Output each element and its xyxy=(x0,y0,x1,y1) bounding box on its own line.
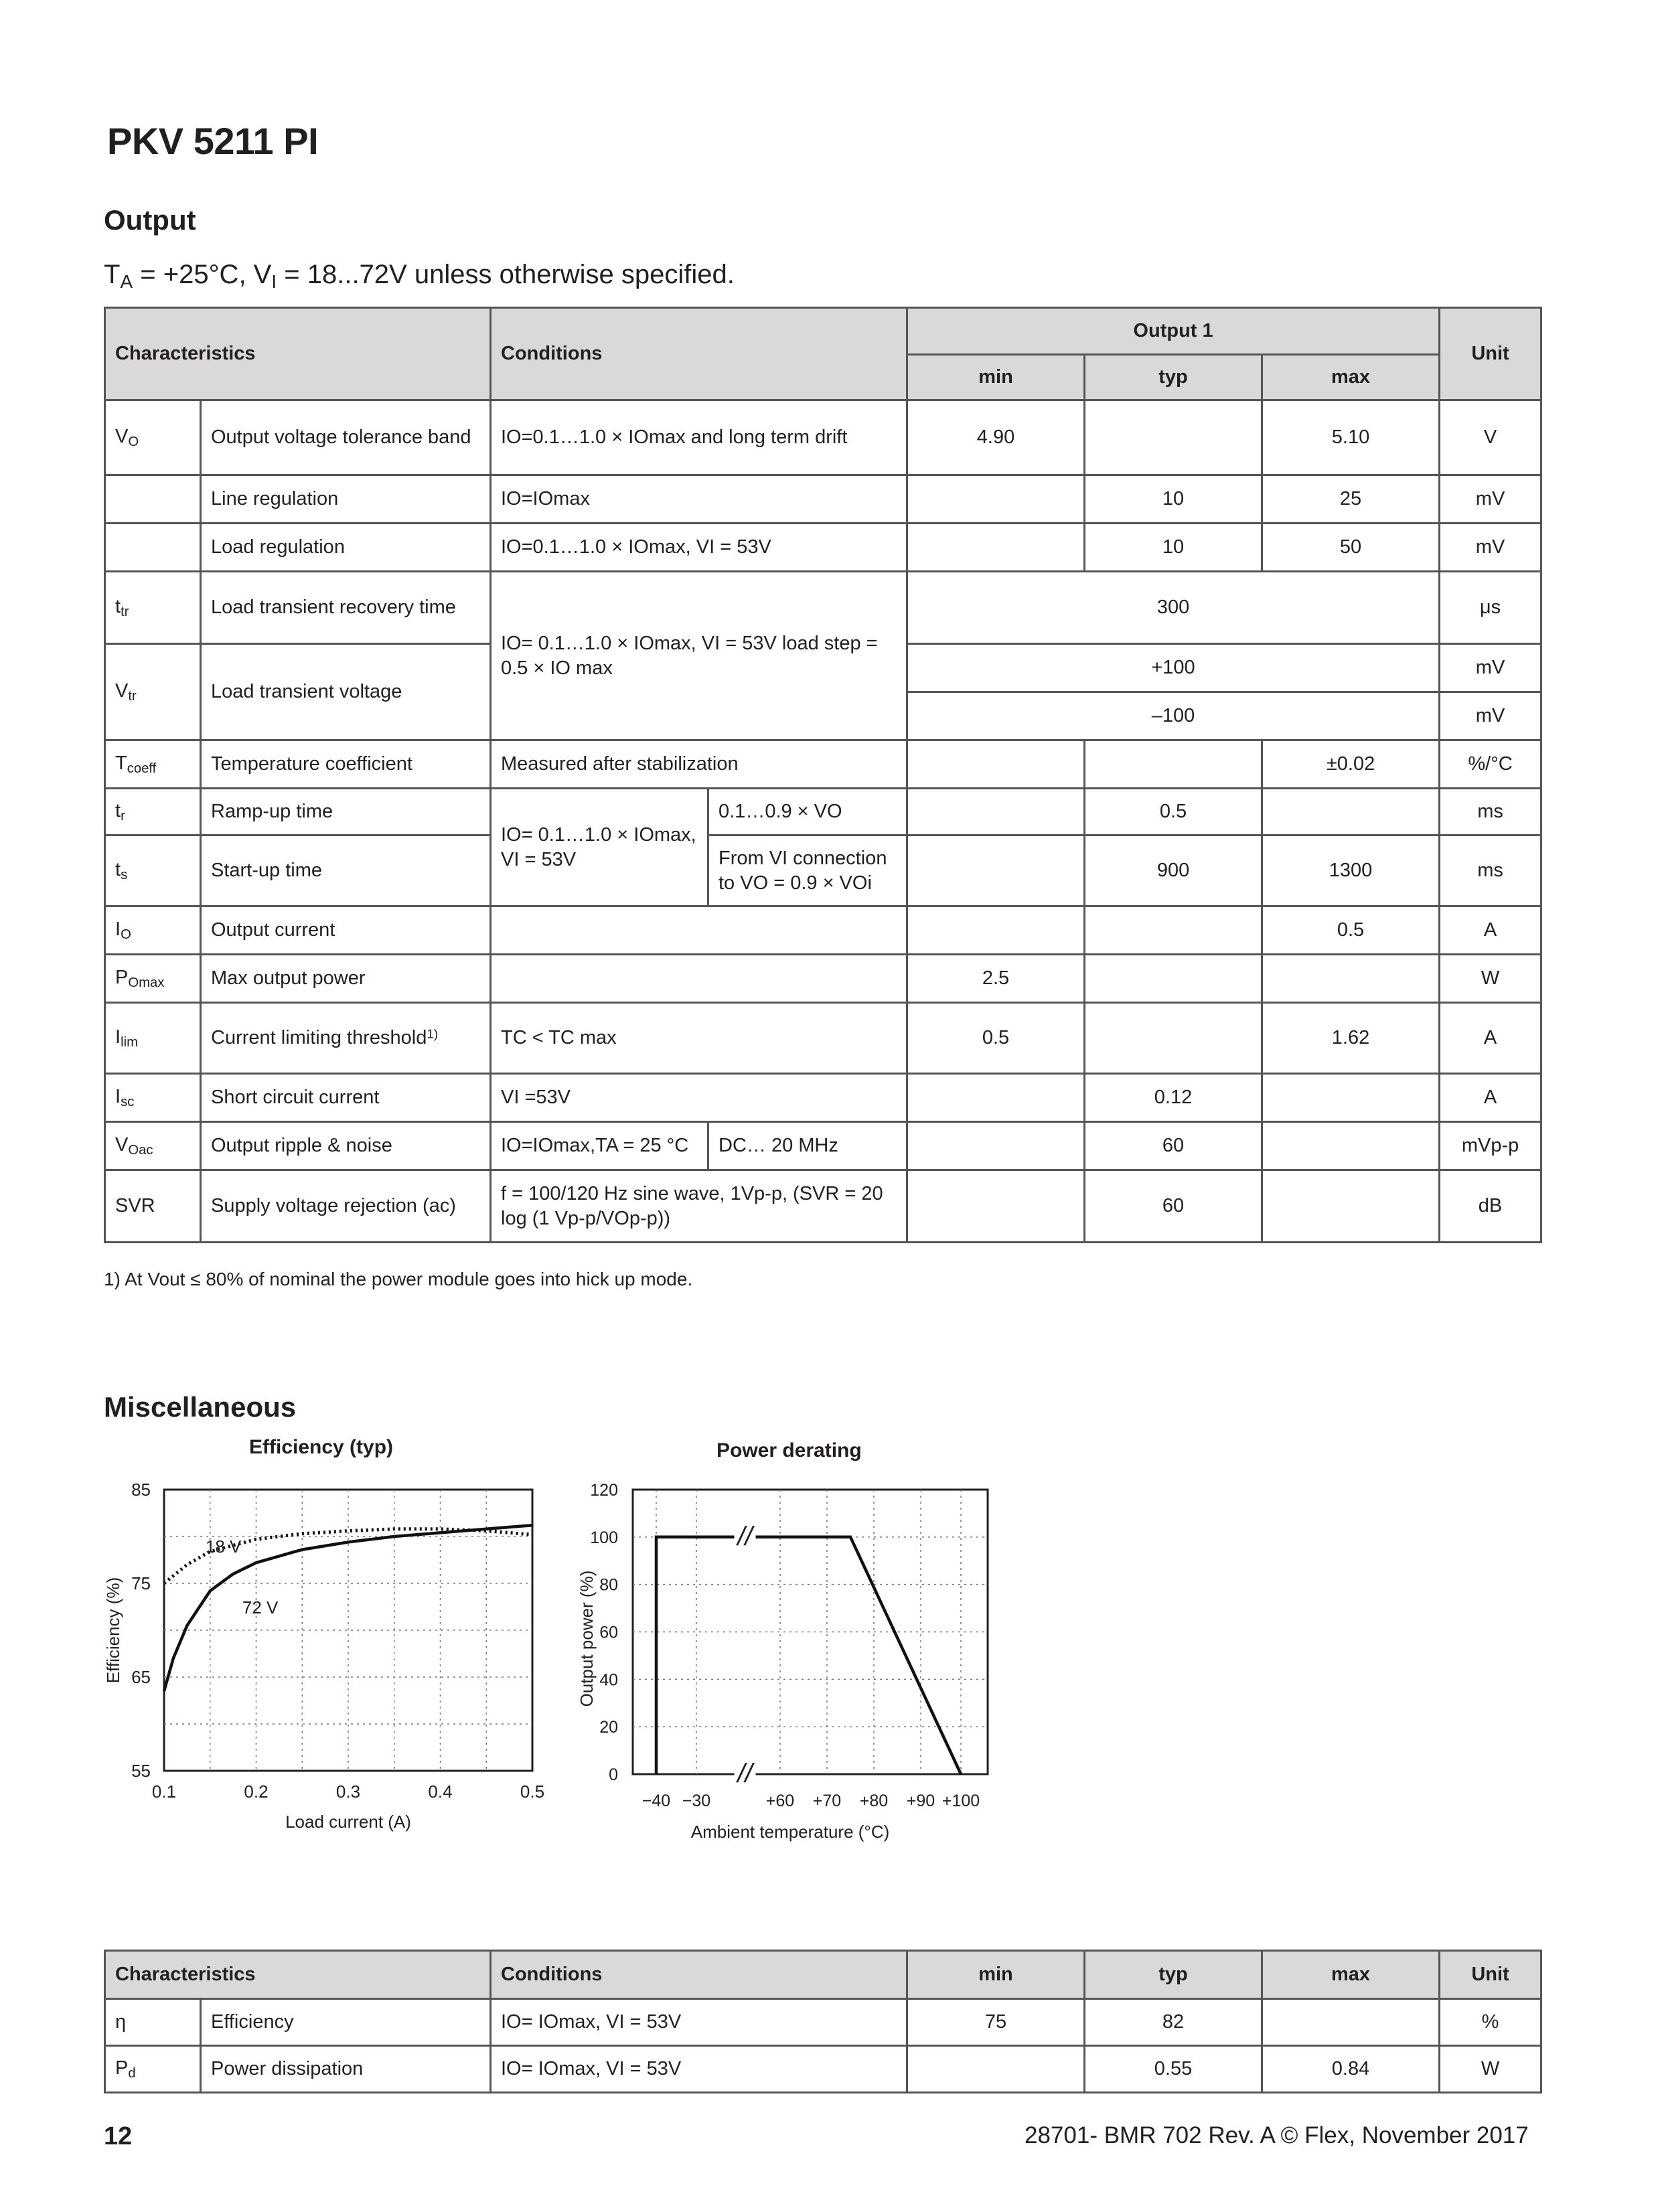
condition-detail: From VI connection to VO = 0.9 × VOi xyxy=(708,836,907,906)
min-value xyxy=(907,1074,1085,1122)
table-row xyxy=(105,955,1541,1003)
header-conditions: Conditions xyxy=(491,1951,907,1999)
symbol xyxy=(105,524,201,572)
unit-value: A xyxy=(1440,1074,1541,1122)
header-output1: Output 1 xyxy=(907,308,1440,355)
header-min: min xyxy=(907,1951,1085,1999)
unit-value: mV xyxy=(1440,692,1541,740)
max-value: ±0.02 xyxy=(1262,740,1440,789)
header-max: max xyxy=(1262,355,1440,400)
table-row xyxy=(105,1122,1541,1170)
series-label-18v: 18 V xyxy=(205,1536,242,1557)
symbol: $P_d$ xyxy=(105,2046,201,2093)
table-row xyxy=(105,836,1541,906)
condition: VI =53V xyxy=(491,1074,907,1122)
unit-value: % xyxy=(1440,1999,1541,2046)
y-tick-label: 40 xyxy=(599,1670,618,1690)
table-row xyxy=(105,2046,1541,2093)
unit-value: W xyxy=(1440,2046,1541,2093)
y-tick-label: 65 xyxy=(131,1667,151,1687)
condition: TC < TC max xyxy=(491,1003,907,1074)
characteristic-name: Ramp-up time xyxy=(201,789,491,836)
symbol: $P_{Omax}$ xyxy=(105,955,201,1003)
typ-value: 300 xyxy=(907,572,1440,644)
characteristic-name: Short circuit current xyxy=(201,1074,491,1122)
efficiency-chart xyxy=(100,1470,569,1851)
condition: IO= 0.1…1.0 × IOmax, VI = 53V xyxy=(491,789,708,906)
unit-value: %/°C xyxy=(1440,740,1541,789)
y-tick-label: 20 xyxy=(599,1718,618,1737)
min-value: 2.5 xyxy=(907,955,1085,1003)
min-value xyxy=(907,2046,1085,2093)
table-row xyxy=(105,1170,1541,1243)
condition: IO= IOmax, VI = 53V xyxy=(491,1999,907,2046)
characteristic-name: Temperature coefficient xyxy=(201,740,491,789)
min-value: 0.5 xyxy=(907,1003,1085,1074)
header-typ: typ xyxy=(1085,355,1262,400)
unit-value: A xyxy=(1440,906,1541,955)
characteristic-name: Output ripple & noise xyxy=(201,1122,491,1170)
page-title: PKV 5211 PI xyxy=(107,120,319,162)
symbol: $V_{Oac}$ xyxy=(105,1122,201,1170)
x-tick-label: 0.1 xyxy=(151,1782,177,1802)
unit-value: W xyxy=(1440,955,1541,1003)
output-spec-table xyxy=(104,307,1542,1243)
output-heading: Output xyxy=(104,204,196,236)
max-value xyxy=(1262,1122,1440,1170)
typ-value xyxy=(1085,740,1262,789)
table-row xyxy=(105,1003,1541,1074)
unit-value: A xyxy=(1440,1003,1541,1074)
series-line-output-power xyxy=(656,1537,961,1774)
condition-detail: 0.1…0.9 × VO xyxy=(708,789,907,836)
max-value xyxy=(1262,1170,1440,1243)
x-tick-label: 0.4 xyxy=(428,1782,453,1802)
y-tick-label: 60 xyxy=(599,1623,618,1642)
header-typ: typ xyxy=(1085,1951,1262,1999)
min-value: 75 xyxy=(907,1999,1085,2046)
document-reference: 28701- BMR 702 Rev. A © Flex, November 2017 xyxy=(1025,2122,1529,2148)
characteristic-name: Efficiency xyxy=(201,1999,491,2046)
y-axis-label: Efficiency (%) xyxy=(103,1577,123,1684)
characteristic-name: Load transient voltage xyxy=(201,644,491,740)
condition: IO=IOmax,TA = 25 °C xyxy=(491,1122,708,1170)
x-tick-label: −40 xyxy=(642,1792,671,1810)
unit-value: V xyxy=(1440,400,1541,475)
typ-value xyxy=(1085,906,1262,955)
typ-value: +100 xyxy=(907,644,1440,692)
min-value xyxy=(907,740,1085,789)
unit-value: ms xyxy=(1440,789,1541,836)
x-tick-label: +90 xyxy=(906,1792,935,1810)
typ-value: 60 xyxy=(1085,1122,1262,1170)
condition: IO=0.1…1.0 × IOmax, VI = 53V xyxy=(491,524,907,572)
condition: IO=0.1…1.0 × IOmax and long term drift xyxy=(491,400,907,475)
symbol xyxy=(105,475,201,524)
unit-value: mV xyxy=(1440,644,1541,692)
y-tick-label: 120 xyxy=(590,1481,618,1500)
table-row xyxy=(105,789,1541,836)
min-value xyxy=(907,475,1085,524)
condition: f = 100/120 Hz sine wave, 1Vp-p, (SVR = 20 log (1 Vp-p/VOp-p)) xyxy=(491,1170,907,1243)
y-tick-label: 55 xyxy=(131,1761,151,1781)
table-row xyxy=(105,400,1541,475)
x-tick-label: 0.5 xyxy=(520,1782,545,1802)
max-value: 1.62 xyxy=(1262,1003,1440,1074)
condition: IO= 0.1…1.0 × IOmax, VI = 53V load step = 0.5 × IO max xyxy=(491,572,907,740)
y-tick-label: 80 xyxy=(599,1575,618,1595)
header-unit: Unit xyxy=(1440,308,1541,400)
table-row xyxy=(105,740,1541,789)
x-tick-label: +60 xyxy=(765,1792,795,1810)
typ-value: 900 xyxy=(1085,836,1262,906)
typ-value: 0.55 xyxy=(1085,2046,1262,2093)
header-characteristics: Characteristics xyxy=(105,308,491,400)
header-min: min xyxy=(907,355,1085,400)
symbol: η xyxy=(105,1999,201,2046)
x-tick-label: 0.2 xyxy=(244,1782,269,1802)
table-row xyxy=(105,1999,1541,2046)
x-tick-label: 0.3 xyxy=(335,1782,361,1802)
min-value: 4.90 xyxy=(907,400,1085,475)
condition-detail: DC… 20 MHz xyxy=(708,1122,907,1170)
header-conditions: Conditions xyxy=(491,308,907,400)
characteristic-name: Max output power xyxy=(201,955,491,1003)
y-tick-label: 0 xyxy=(609,1765,618,1784)
condition xyxy=(491,906,907,955)
characteristic-name: Supply voltage rejection (ac) xyxy=(201,1170,491,1243)
y-axis-label: Output power (%) xyxy=(577,1570,597,1707)
typ-value: –100 xyxy=(907,692,1440,740)
characteristic-name: Line regulation xyxy=(201,475,491,524)
y-tick-label: 85 xyxy=(131,1480,151,1500)
series-label-72v: 72 V xyxy=(242,1597,279,1617)
max-value: 0.84 xyxy=(1262,2046,1440,2093)
x-tick-label: +70 xyxy=(812,1792,842,1810)
typ-value: 10 xyxy=(1085,475,1262,524)
page-number: 12 xyxy=(104,2122,133,2150)
table-row xyxy=(105,1074,1541,1122)
max-value xyxy=(1262,1074,1440,1122)
min-value xyxy=(907,1170,1085,1243)
symbol: $V_O$ xyxy=(105,400,201,475)
characteristic-name: Load regulation xyxy=(201,524,491,572)
condition: Measured after stabilization xyxy=(491,740,907,789)
min-value xyxy=(907,906,1085,955)
x-tick-label: −30 xyxy=(682,1792,711,1810)
efficiency-chart-title: Efficiency (typ) xyxy=(249,1436,394,1458)
symbol: $t_s$ xyxy=(105,836,201,906)
x-axis-label: Ambient temperature (°C) xyxy=(690,1822,890,1842)
symbol: $t_{tr}$ xyxy=(105,572,201,644)
header-characteristics: Characteristics xyxy=(105,1951,491,1999)
min-value xyxy=(907,524,1085,572)
header-unit: Unit xyxy=(1440,1951,1541,1999)
characteristic-name: Power dissipation xyxy=(201,2046,491,2093)
unit-value: μs xyxy=(1440,572,1541,644)
axis-break-marker-top: // xyxy=(737,1521,753,1551)
characteristic-name: Output voltage tolerance band xyxy=(201,400,491,475)
symbol: $I_O$ xyxy=(105,906,201,955)
max-value: 1300 xyxy=(1262,836,1440,906)
min-value xyxy=(907,789,1085,836)
typ-value: 0.5 xyxy=(1085,789,1262,836)
characteristic-name: Load transient recovery time xyxy=(201,572,491,644)
unit-value: ms xyxy=(1440,836,1541,906)
x-axis-label: Load current (A) xyxy=(285,1812,411,1832)
footnote: 1) At Vout ≤ 80% of nominal the power module goes into hick up mode. xyxy=(104,1269,693,1289)
condition: IO= IOmax, VI = 53V xyxy=(491,2046,907,2093)
symbol: $T_{coeff}$ xyxy=(105,740,201,789)
x-tick-label: +100 xyxy=(941,1792,980,1810)
table-row xyxy=(105,572,1541,644)
min-value xyxy=(907,1122,1085,1170)
misc-heading: Miscellaneous xyxy=(104,1391,297,1423)
condition: IO=IOmax xyxy=(491,475,907,524)
min-value xyxy=(907,836,1085,906)
characteristic-name: Current limiting threshold$^{1)}$ xyxy=(201,1003,491,1074)
symbol: $t_r$ xyxy=(105,789,201,836)
axis-break-marker-bottom: // xyxy=(737,1759,753,1788)
max-value: 25 xyxy=(1262,475,1440,524)
table-row xyxy=(105,475,1541,524)
typ-value xyxy=(1085,400,1262,475)
max-value: 5.10 xyxy=(1262,400,1440,475)
characteristic-name: Start-up time xyxy=(201,836,491,906)
derating-chart xyxy=(573,1476,1028,1858)
max-value xyxy=(1262,1999,1440,2046)
test-conditions: $T_A = +25^\circ C$, $V_I = 18...72V$ unless otherwise specified. xyxy=(104,260,735,292)
typ-value xyxy=(1085,1003,1262,1074)
max-value xyxy=(1262,789,1440,836)
characteristic-name: Output current xyxy=(201,906,491,955)
typ-value xyxy=(1085,955,1262,1003)
max-value: 0.5 xyxy=(1262,906,1440,955)
symbol: $V_{tr}$ xyxy=(105,644,201,740)
unit-value: dB xyxy=(1440,1170,1541,1243)
table-row xyxy=(105,906,1541,955)
symbol: SVR xyxy=(105,1170,201,1243)
misc-spec-table xyxy=(104,1950,1542,2094)
x-tick-label: +80 xyxy=(859,1792,889,1810)
unit-value: mV xyxy=(1440,475,1541,524)
header-max: max xyxy=(1262,1951,1440,1999)
max-value: 50 xyxy=(1262,524,1440,572)
unit-value: mV xyxy=(1440,524,1541,572)
symbol: $I_{lim}$ xyxy=(105,1003,201,1074)
condition xyxy=(491,955,907,1003)
typ-value: 82 xyxy=(1085,1999,1262,2046)
derating-chart-title: Power derating xyxy=(716,1439,862,1462)
unit-value: mVp-p xyxy=(1440,1122,1541,1170)
typ-value: 60 xyxy=(1085,1170,1262,1243)
max-value xyxy=(1262,955,1440,1003)
table-row xyxy=(105,524,1541,572)
symbol: $I_{sc}$ xyxy=(105,1074,201,1122)
y-tick-label: 100 xyxy=(590,1528,618,1547)
typ-value: 0.12 xyxy=(1085,1074,1262,1122)
typ-value: 10 xyxy=(1085,524,1262,572)
y-tick-label: 75 xyxy=(131,1573,151,1593)
